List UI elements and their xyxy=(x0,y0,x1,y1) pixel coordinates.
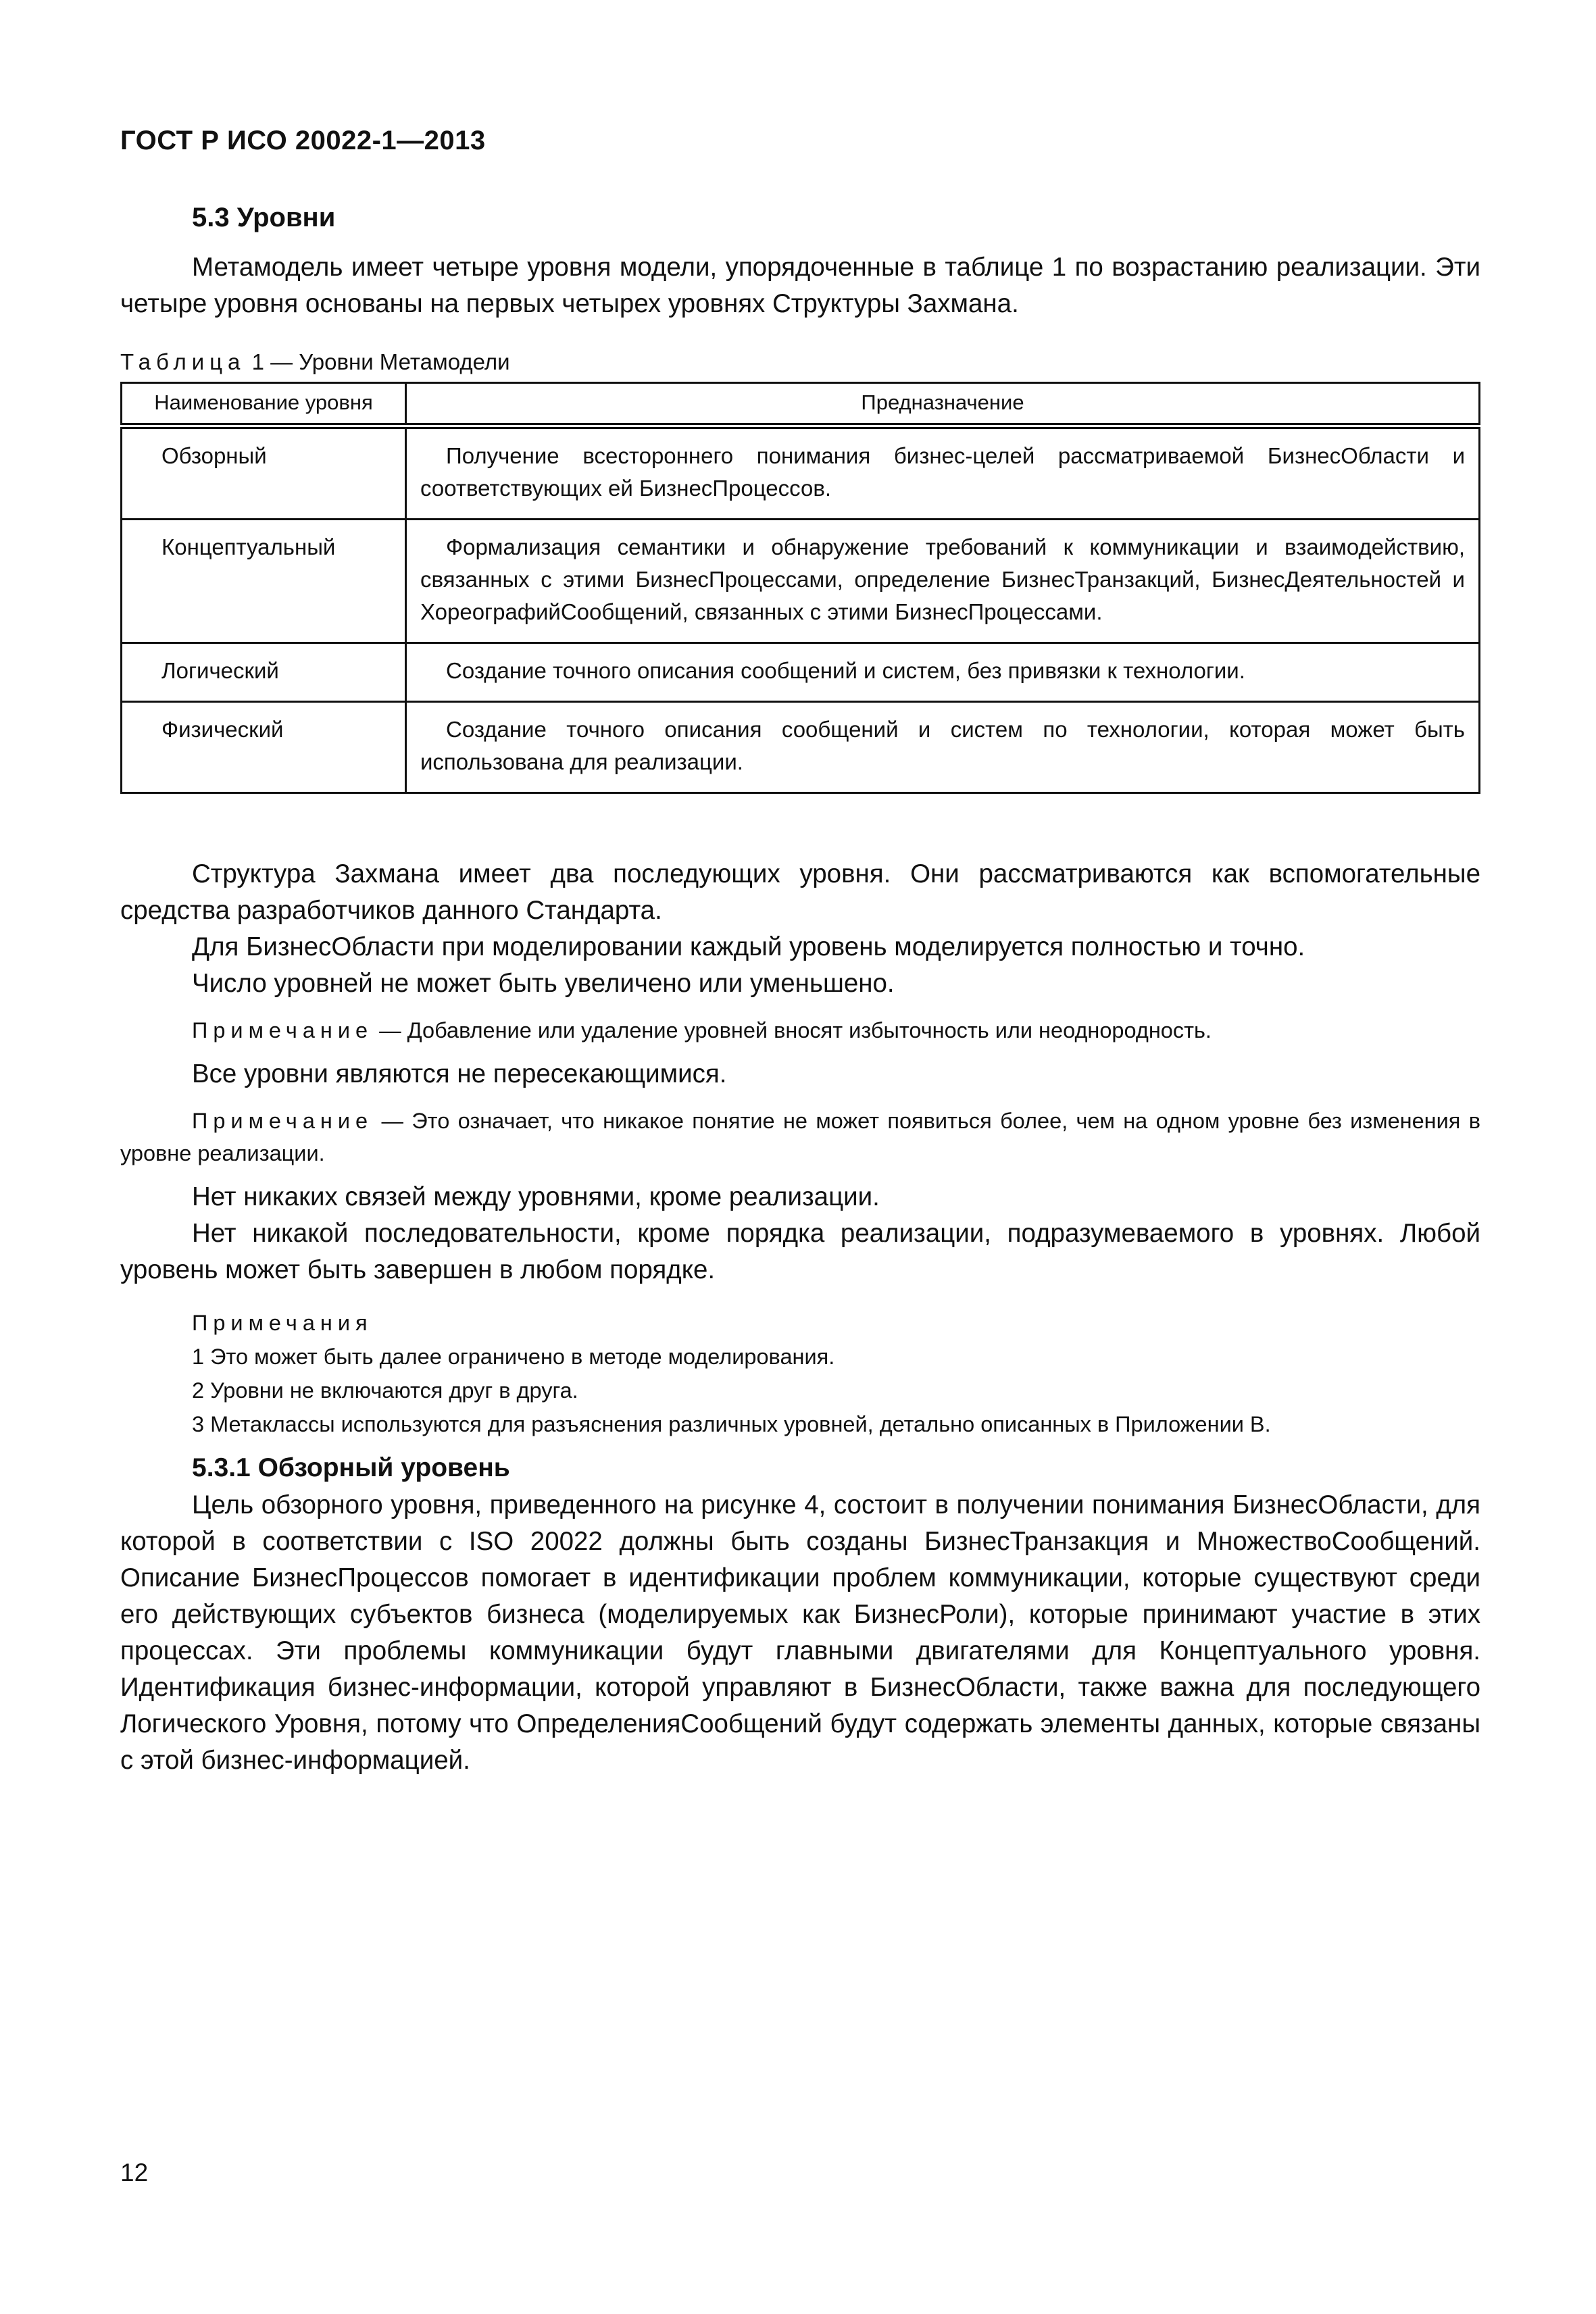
level-purpose-cell: Создание точного описания сообщений и систем по технологии, которая может быть использована для реализации. xyxy=(406,702,1480,793)
paragraph: Нет никаких связей между уровнями, кроме реализации. xyxy=(192,1182,880,1211)
notes-label-text: Примечания xyxy=(192,1311,373,1335)
level-name-cell: Логический xyxy=(122,643,406,702)
notes-label xyxy=(120,1306,1480,1340)
document-header: ГОСТ Р ИСО 20022-1—2013 xyxy=(120,126,486,155)
level-name-cell: Обзорный xyxy=(122,426,406,520)
note-label: Примечание xyxy=(192,1018,374,1042)
table-row xyxy=(122,426,1480,520)
spacer xyxy=(120,794,1480,856)
level-purpose-cell: Формализация семантики и обнаружение требований к коммуникации и взаимодействию, связанных с этими БизнесПроцессами, определение БизнесТранзакций, БизнесДеятельностей и ХореографийСообщений, связанных с этими БизнесПроцессами. xyxy=(406,520,1480,643)
table-caption xyxy=(120,349,1480,375)
level-purpose-cell: Создание точного описания сообщений и систем, без привязки к технологии. xyxy=(406,643,1480,702)
note xyxy=(120,1105,1480,1169)
level-name-cell: Физический xyxy=(122,702,406,793)
table-caption-label: Таблица xyxy=(120,349,246,374)
note xyxy=(120,1014,1480,1047)
header-level-name: Наименование уровня xyxy=(122,383,406,426)
paragraph: Структура Захмана имеет два последующих уровня. Они рассматриваются как вспомогательные средства разработчиков данного Стандарта. xyxy=(120,859,1480,925)
note-item: 2 Уровни не включаются друг в друга. xyxy=(192,1378,578,1403)
section-intro: Метамодель имеет четыре уровня модели, упорядоченные в таблице 1 по возрастанию реализации. Эти четыре уровня основаны на первых четырех уровнях Структуры Захмана. xyxy=(120,253,1480,318)
note-text: — Добавление или удаление уровней вносят избыточность или неоднородность. xyxy=(373,1018,1212,1042)
levels-table xyxy=(120,382,1480,794)
note-item: 3 Метаклассы используются для разъяснения различных уровней, детально описанных в Приложении В. xyxy=(192,1412,1271,1436)
note-item: 1 Это может быть далее ограничено в методе моделирования. xyxy=(192,1344,835,1369)
level-purpose-cell: Получение всестороннего понимания бизнес-целей рассматриваемой БизнесОбласти и соответствующих ей БизнесПроцессов. xyxy=(406,426,1480,520)
table-row xyxy=(122,702,1480,793)
header-purpose: Предназначение xyxy=(406,383,1480,426)
note-label: Примечание xyxy=(192,1109,374,1133)
paragraph: Число уровней не может быть увеличено или уменьшено. xyxy=(192,969,895,998)
page-content xyxy=(120,203,1480,1779)
paragraph: Все уровни являются не пересекающимися. xyxy=(192,1059,727,1088)
paragraph: Нет никакой последовательности, кроме порядка реализации, подразумеваемого в уровнях. Любой уровень может быть завершен в любом порядке. xyxy=(120,1219,1480,1284)
page-number: 12 xyxy=(120,2159,149,2186)
table-row xyxy=(122,520,1480,643)
note-text: — Это означает, что никакое понятие не может появиться более, чем на одном уровне без изменения в уровне реализации. xyxy=(120,1109,1480,1165)
paragraph: Для БизнесОбласти при моделировании каждый уровень моделируется полностью и точно. xyxy=(192,932,1305,961)
table-header-row xyxy=(122,383,1480,426)
level-name-cell: Концептуальный xyxy=(122,520,406,643)
table-caption-text: 1 — Уровни Метамодели xyxy=(251,349,510,374)
section-title: 5.3 Уровни xyxy=(192,203,336,232)
table-row xyxy=(122,643,1480,702)
subsection-text: Цель обзорного уровня, приведенного на рисунке 4, состоит в получении понимания БизнесОбласти, для которой в соответствии с ISO 20022 должны быть созданы БизнесТранзакция и МножествоСообщений. Описание БизнесПроцессов помогает в идентификации проблем коммуникации, которые существуют среди его действующих субъектов бизнеса (моделируемых как БизнесРоли), которые принимают участие в этих процессах. Эти проблемы коммуникации будут главными двигателями для Концептуального уровня. Идентификация бизнес-информации, которой управляют в БизнесОбласти, также важна для последующего Логического Уровня, потому что ОпределенияСообщений будут содержать элементы данных, которые связаны с этой бизнес-информацией. xyxy=(120,1490,1480,1775)
subsection-title: 5.3.1 Обзорный уровень xyxy=(192,1453,510,1482)
